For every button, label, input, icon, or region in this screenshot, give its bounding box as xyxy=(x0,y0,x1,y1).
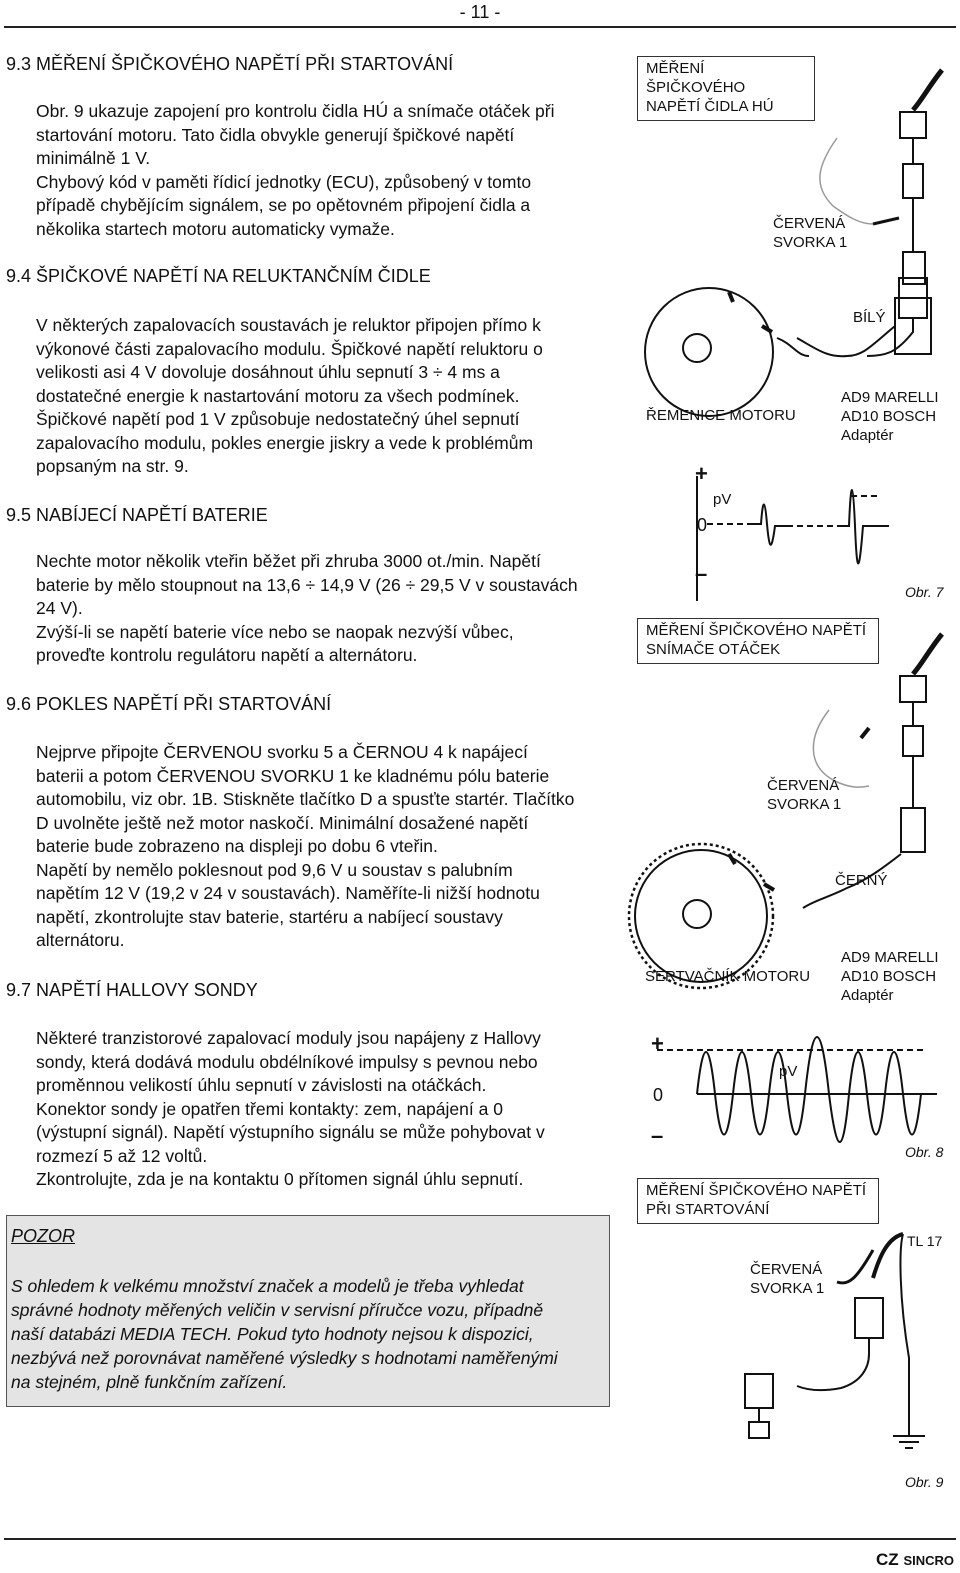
minus-sign: – xyxy=(695,561,708,586)
text-line: startování motoru. Tato čidla obvykle generují špičkové napětí xyxy=(36,124,515,145)
flywheel-label: SERTVAČNÍK MOTORU xyxy=(645,968,811,985)
zero-label: 0 xyxy=(653,1085,664,1105)
label-line: ČERVENÁ xyxy=(773,215,846,232)
text-line: baterie bude zobrazeno na displeji po dobu 6 vteřin. xyxy=(36,836,438,856)
figure-8 xyxy=(637,618,959,1166)
text-line: Chybový kód v paměti řídicí jednotky (ECU), způsobený v tomto xyxy=(36,171,532,192)
title-line: SNÍMAČE OTÁČEK xyxy=(646,641,781,658)
adapter-plug xyxy=(903,252,925,284)
title-line: MĚŘENÍ ŠPIČKOVÉHO xyxy=(646,60,746,96)
heading-9-6: 9.6 POKLES NAPĚTÍ PŘI STARTOVÁNÍ xyxy=(6,694,332,714)
tl17-cable xyxy=(901,1234,909,1412)
title-line: NAPĚTÍ ČIDLA HÚ xyxy=(646,98,774,115)
warning-text xyxy=(11,1274,607,1394)
adapter-label xyxy=(841,948,939,1005)
title-line: PŘI STARTOVÁNÍ xyxy=(646,1201,770,1218)
text-line: Některé tranzistorové zapalovací moduly jsou napájeny z Hallovy xyxy=(36,1028,541,1048)
paragraph-9-4 xyxy=(36,314,626,479)
tl17-label: TL 17 xyxy=(907,1233,943,1249)
clamp-label xyxy=(750,1260,824,1298)
label-line: ČERVENÁ xyxy=(767,777,840,794)
label-line: SVORKA 1 xyxy=(750,1280,825,1297)
text-line: na stejném, plně funkčním zařízení. xyxy=(11,1372,288,1392)
text-line: 24 V). xyxy=(36,598,83,618)
text-line: proveďte kontrolu regulátoru napětí a alternátoru. xyxy=(36,645,418,665)
zero-label: 0 xyxy=(697,515,708,535)
figure-title xyxy=(637,56,815,121)
text-line: popsaným na str. 9. xyxy=(36,456,189,476)
red-clamp xyxy=(873,218,899,224)
label-line: Adaptér xyxy=(841,987,894,1004)
title-line: MĚŘENÍ ŠPIČKOVÉHO NAPĚTÍ xyxy=(646,622,867,639)
text-line: baterii a potom ČERVENOU SVORKU 1 ke kladnému pólu baterie xyxy=(36,765,550,786)
footer-brand xyxy=(876,1550,954,1570)
label-line: AD10 BOSCH xyxy=(841,408,937,425)
footer-rule xyxy=(4,1538,956,1540)
text-line: napětím 12 V (19,2 v 24 v soustavách). Naměříte-li nižší hodnotu xyxy=(36,883,540,903)
red-clamp xyxy=(837,1250,873,1283)
text-line: (výstupní signál). Napětí výstupního signálu se může pohybovat v xyxy=(36,1122,545,1142)
adapter-plug xyxy=(903,726,923,756)
text-line: velikosti asi 4 V dovoluje dosáhnout úhlu sepnutí 3 ÷ 4 ms a xyxy=(36,362,500,382)
signal-wire xyxy=(797,1338,869,1390)
text-line: sondy, která dodává modulu obdélníkové impulsy s pevnou nebo xyxy=(36,1051,538,1072)
figure-8-drawing xyxy=(637,618,959,1166)
flywheel-hub xyxy=(683,900,711,928)
text-line: Nejprve připojte ČERVENOU svorku 5 a ČERNOU 4 k napájecí xyxy=(36,742,528,762)
adapter-body xyxy=(855,1298,883,1338)
label-line: AD9 MARELLI xyxy=(841,389,939,406)
text-line: případě chybějícím signálem, se po opětovném připojení čidla a xyxy=(36,195,531,215)
sensor-wire xyxy=(797,326,895,356)
text-line: Konektor sondy je opatřen třemi kontakty: zem, napájení a 0 xyxy=(36,1098,503,1119)
warning-title: POZOR xyxy=(11,1226,76,1246)
pulse-1 xyxy=(747,504,787,544)
text-line: zapalovacího modulu, pokles energie jiskry a vede k problémům xyxy=(36,432,534,453)
figure-title xyxy=(637,618,879,664)
pulse-2 xyxy=(837,490,889,564)
text-line: dostatečné energie k nastartování motoru za všech podmínek. xyxy=(36,385,520,406)
cable xyxy=(913,634,942,674)
header-rule xyxy=(4,26,956,28)
paragraph-9-3 xyxy=(36,100,626,241)
text-line: výkonové části zapalovacího modulu. Špičkové napětí reluktoru o xyxy=(36,338,543,359)
figure-7 xyxy=(637,56,959,606)
figure-7-drawing xyxy=(637,56,959,606)
label-line: SVORKA 1 xyxy=(773,234,848,251)
figure-9 xyxy=(637,1178,959,1496)
probe-connector xyxy=(900,112,926,138)
footer-cz: CZ xyxy=(876,1550,899,1569)
pv-label: pV xyxy=(713,491,732,508)
clamp-label xyxy=(773,214,847,252)
clamp-label xyxy=(767,776,841,814)
sensor-lead xyxy=(777,338,809,356)
paragraph-9-6 xyxy=(36,741,626,953)
wire-label: BÍLÝ xyxy=(853,309,886,326)
label-line: ČERVENÁ xyxy=(750,1261,823,1278)
pulley-wheel xyxy=(645,288,773,416)
text-line: automobilu, viz obr. 1B. Stiskněte tlačítko D a spusťte startér. Tlačítko xyxy=(36,789,575,809)
heading-9-7: 9.7 NAPĚTÍ HALLOVY SONDY xyxy=(6,980,258,1000)
footer-sincro: SINCRO xyxy=(903,1553,954,1568)
title-line: MĚŘENÍ ŠPIČKOVÉHO NAPĚTÍ xyxy=(646,1182,867,1199)
text-line: alternátoru. xyxy=(36,930,125,950)
cable xyxy=(913,70,942,110)
text-line: V některých zapalovacích soustavách je reluktor připojen přímo k xyxy=(36,315,541,335)
text-line: naší databázi MEDIA TECH. Pokud tyto hodnoty nejsou k dispozici, xyxy=(11,1324,534,1344)
pulley-label: ŘEMENICE MOTORU xyxy=(646,407,796,424)
connector-plug xyxy=(745,1374,773,1408)
page-number: - 11 - xyxy=(459,2,501,22)
plus-sign: + xyxy=(695,461,708,486)
text-line: Špičkové napětí pod 1 V způsobuje nedostatečný úhel sepnutí xyxy=(36,409,520,429)
paragraph-9-7 xyxy=(36,1027,626,1192)
figure-caption: Obr. 8 xyxy=(905,1144,944,1160)
text-line: Obr. 9 ukazuje zapojení pro kontrolu čidla HÚ a snímače otáček při xyxy=(36,101,555,121)
text-line: Zvýší-li se napětí baterie více nebo se naopak nezvýší vůbec, xyxy=(36,621,514,642)
warning-box xyxy=(6,1215,610,1407)
text-line: správné hodnoty měřených veličin v servisní příručce vozu, případně xyxy=(11,1300,544,1320)
text-line: několika startech motoru automaticky vymaže. xyxy=(36,218,395,239)
heading-9-5: 9.5 NABÍJECÍ NAPĚTÍ BATERIE xyxy=(6,505,268,525)
figure-9-drawing xyxy=(637,1178,959,1496)
adapter-body xyxy=(901,808,925,852)
text-line: D uvolněte ještě než motor naskočí. Minimální dosažené napětí xyxy=(36,812,529,833)
adapter-plug xyxy=(903,164,923,198)
figure-caption: Obr. 7 xyxy=(905,584,944,600)
flywheel-inner xyxy=(635,850,767,982)
thin-wire xyxy=(820,138,873,224)
heading-9-4: 9.4 ŠPIČKOVÉ NAPĚTÍ NA RELUKTANČNÍM ČIDLE xyxy=(6,266,431,286)
text-line: baterie by mělo stoupnout na 13,6 ÷ 14,9 V (26 ÷ 29,5 V v soustavách xyxy=(36,574,578,595)
label-line: AD9 MARELLI xyxy=(841,949,939,966)
text-line: nezbývá než porovnávat naměřené výsledky s hodnotami naměřenými xyxy=(11,1348,558,1368)
text-line: napětí, zkontrolujte stav baterie, startéru a nabíjecí soustavy xyxy=(36,906,503,927)
label-line: Adaptér xyxy=(841,427,894,444)
heading-9-3: 9.3 MĚŘENÍ ŠPIČKOVÉHO NAPĚTÍ PŘI STARTOVÁNÍ xyxy=(6,54,454,74)
text-line: rozmezí 5 až 12 voltů. xyxy=(36,1145,208,1166)
text-line: minimálně 1 V. xyxy=(36,148,151,168)
wire-label: ČERNÝ xyxy=(835,872,888,889)
text-line: Zkontrolujte, zda je na kontaktu 0 přítomen signál úhlu sepnutí. xyxy=(36,1169,524,1189)
label-line: SVORKA 1 xyxy=(767,796,842,813)
pulley-hub xyxy=(683,334,711,362)
red-clamp xyxy=(861,728,869,738)
text-line: S ohledem k velkému množství značek a modelů je třeba vyhledat xyxy=(11,1276,524,1296)
text-line: proměnnou velikostí úhlu sepnutí v závislosti na otáčkách. xyxy=(36,1075,487,1095)
figure-caption: Obr. 9 xyxy=(905,1474,944,1490)
adapter-label xyxy=(841,388,939,445)
text-line: Napětí by nemělo poklesnout pod 9,6 V u soustav s palubním xyxy=(36,859,513,880)
plus-sign: + xyxy=(651,1031,664,1056)
figure-title xyxy=(637,1178,879,1224)
pv-label: pV xyxy=(779,1063,798,1080)
waveform xyxy=(697,1037,921,1142)
minus-sign: – xyxy=(651,1123,664,1148)
probe-connector xyxy=(900,676,926,702)
text-line: Nechte motor několik vteřin běžet při zhruba 3000 ot./min. Napětí xyxy=(36,551,541,571)
label-line: AD10 BOSCH xyxy=(841,968,937,985)
paragraph-9-5 xyxy=(36,550,626,668)
